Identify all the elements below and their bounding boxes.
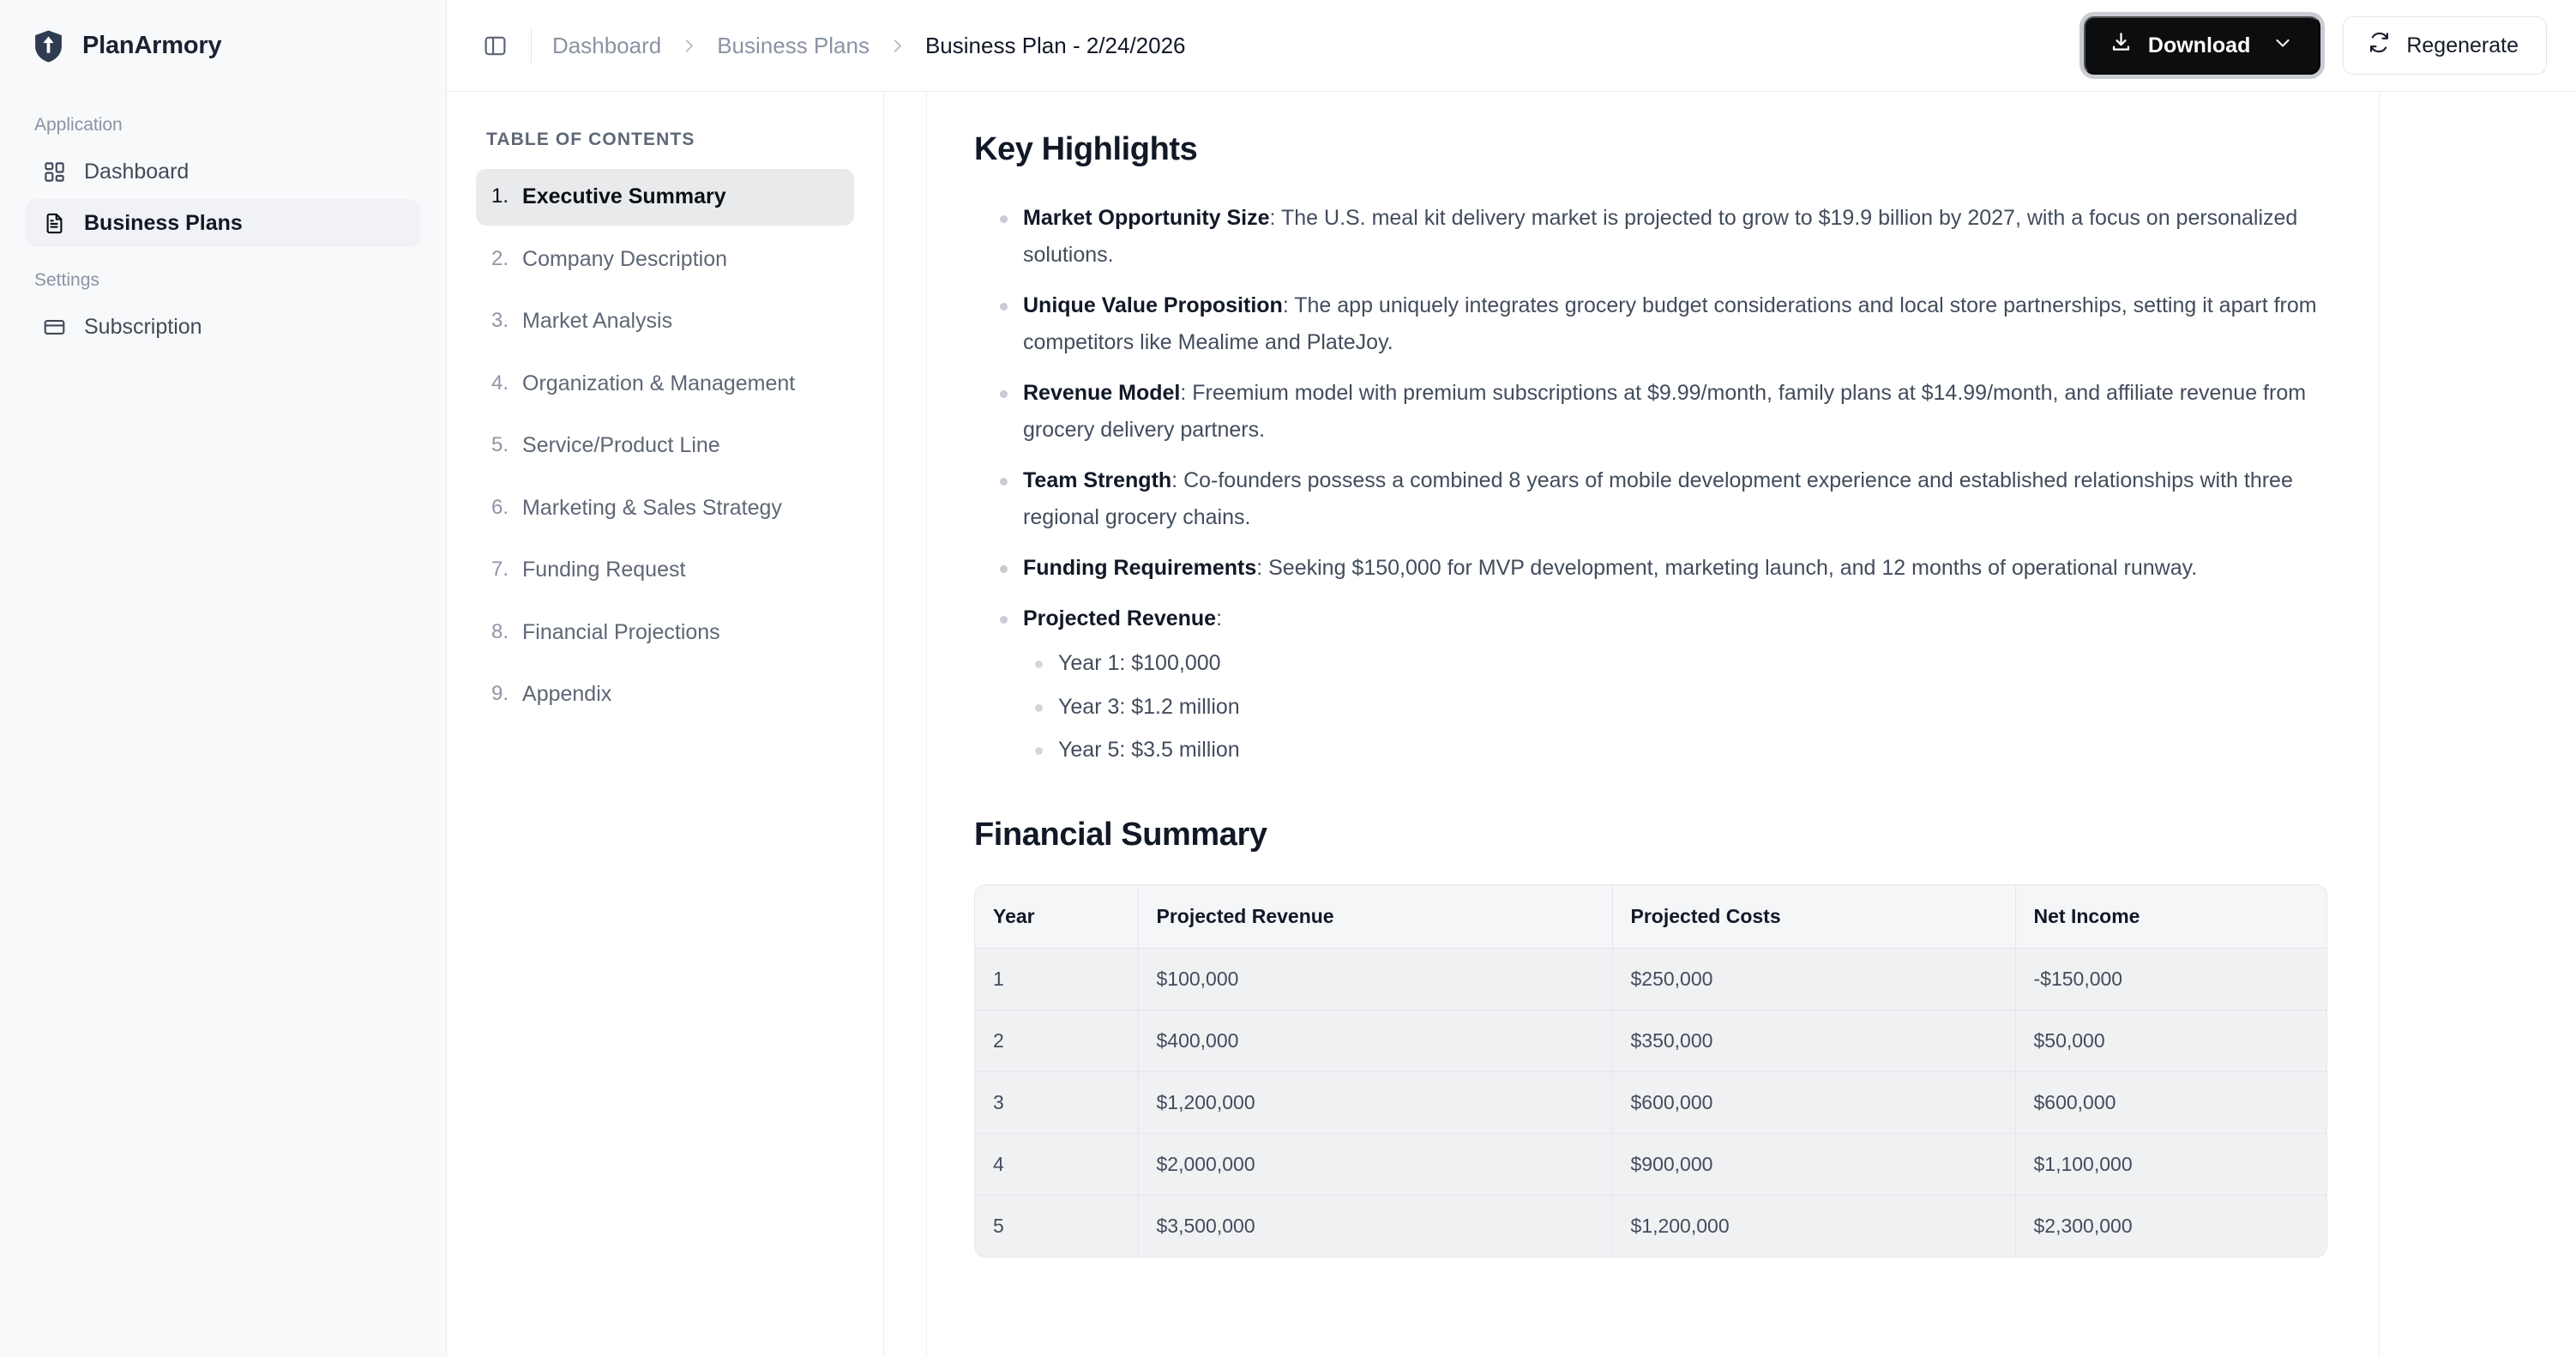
sidebar-item-label: Business Plans	[84, 210, 243, 235]
breadcrumb-item-dashboard[interactable]: Dashboard	[552, 32, 662, 58]
column-header-projected-revenue: Projected Revenue	[1138, 885, 1612, 949]
list-item: Year 3: $1.2 million	[1023, 691, 2327, 724]
toc-item-number: 3.	[491, 309, 509, 332]
cell-projected-revenue: $400,000	[1138, 1010, 1612, 1071]
list-item	[974, 287, 2327, 361]
toc-item-label: Service/Product Line	[522, 433, 720, 457]
financial-summary-heading: Financial Summary	[974, 816, 1267, 853]
download-button-label: Download	[2147, 33, 2251, 57]
highlight-term: Revenue Model	[1023, 381, 1181, 405]
cell-year: 2	[975, 1010, 1138, 1071]
toc-item-label: Company Description	[522, 246, 728, 271]
table-header-row	[975, 885, 2326, 949]
chevron-right-icon	[680, 37, 698, 55]
nav-group-label-application: Application	[34, 115, 123, 135]
highlight-text: : Freemium model with premium subscriptions at $9.99/month, family plans at $14.99/month, and affiliate revenue from grocery delivery partners.	[1023, 381, 2307, 442]
highlight-text: : The U.S. meal kit delivery market is projected to grow to $19.9 billion by 2027, with a focus on personalized solutions.	[1023, 206, 2298, 267]
toc-item-organization-management[interactable]	[476, 356, 854, 413]
toc-item-service-product-line[interactable]	[476, 418, 854, 474]
chevron-right-icon	[888, 37, 906, 55]
toc-item-financial-projections[interactable]	[476, 605, 854, 661]
table-of-contents	[447, 92, 884, 1357]
toc-item-number: 4.	[491, 371, 509, 395]
cell-projected-costs: $900,000	[1612, 1133, 2015, 1195]
regenerate-button-label: Regenerate	[2406, 33, 2519, 57]
highlight-text: : Seeking $150,000 for MVP development, marketing launch, and 12 months of operational runway.	[1256, 556, 2198, 580]
cell-projected-costs: $1,200,000	[1612, 1195, 2015, 1257]
column-header-projected-costs: Projected Costs	[1612, 885, 2015, 949]
list-item	[974, 462, 2327, 536]
column-header-net-income: Net Income	[2015, 885, 2326, 949]
toc-item-label: Appendix	[522, 682, 612, 706]
cell-year: 3	[975, 1071, 1138, 1133]
toc-item-number: 1.	[491, 184, 509, 208]
highlight-term: Funding Requirements	[1023, 556, 1257, 580]
highlight-text: :	[1216, 606, 1223, 630]
projected-revenue-sublist	[1023, 648, 2327, 767]
toc-item-number: 2.	[491, 246, 509, 270]
grid-icon	[41, 159, 67, 184]
shield-icon	[33, 29, 64, 63]
brand-name: PlanArmory	[82, 32, 222, 59]
cell-net-income: -$150,000	[2015, 948, 2326, 1010]
toc-item-label: Financial Projections	[522, 619, 720, 644]
breadcrumb-item-business-plans[interactable]: Business Plans	[717, 32, 870, 58]
breadcrumb	[552, 33, 1186, 59]
sidebar-item-business-plans[interactable]	[26, 199, 420, 247]
toc-item-number: 5.	[491, 433, 509, 456]
highlight-text: : The app uniquely integrates grocery budget considerations and local store partnerships, setting it apart from competitors like Mealime and PlateJoy.	[1023, 293, 2317, 354]
toc-item-company-description[interactable]	[476, 232, 854, 288]
cell-year: 1	[975, 948, 1138, 1010]
toc-item-number: 8.	[491, 619, 509, 643]
toc-item-label: Market Analysis	[522, 309, 673, 333]
sidebar-item-subscription[interactable]	[26, 303, 420, 351]
refresh-icon	[2368, 31, 2391, 60]
brand[interactable]	[26, 0, 420, 92]
nav-group-settings	[26, 270, 420, 351]
toc-item-marketing-sales-strategy[interactable]	[476, 480, 854, 537]
sidebar-toggle-icon[interactable]	[478, 28, 512, 63]
chevron-down-icon[interactable]	[2272, 33, 2293, 59]
table-row	[975, 1133, 2326, 1195]
list-item: Year 5: $3.5 million	[1023, 734, 2327, 767]
sidebar-item-label: Dashboard	[84, 159, 190, 184]
toc-item-number: 9.	[491, 682, 509, 705]
topbar	[447, 0, 2576, 92]
toc-item-label: Executive Summary	[522, 184, 726, 208]
sidebar-item-dashboard[interactable]	[26, 148, 420, 196]
highlight-term: Team Strength	[1023, 468, 1172, 492]
highlight-term: Market Opportunity Size	[1023, 206, 1270, 230]
credit-card-icon	[41, 314, 67, 340]
cell-net-income: $50,000	[2015, 1010, 2326, 1071]
financial-summary-table-wrap	[974, 884, 2327, 1258]
toc-item-funding-request[interactable]	[476, 542, 854, 599]
table-row	[975, 948, 2326, 1010]
toc-item-appendix[interactable]	[476, 666, 854, 723]
cell-projected-costs: $350,000	[1612, 1010, 2015, 1071]
nav-group-application	[26, 115, 420, 247]
list-item	[974, 550, 2327, 587]
topbar-actions	[2084, 16, 2552, 75]
cell-year: 4	[975, 1133, 1138, 1195]
cell-net-income: $600,000	[2015, 1071, 2326, 1133]
highlight-term: Projected Revenue	[1023, 606, 1217, 630]
toc-item-executive-summary[interactable]	[476, 169, 854, 226]
toc-item-label: Marketing & Sales Strategy	[522, 495, 782, 520]
toc-item-number: 7.	[491, 558, 509, 581]
sidebar	[0, 0, 447, 1357]
main-area	[447, 0, 2576, 1357]
toc-item-market-analysis[interactable]	[476, 293, 854, 350]
table-row	[975, 1195, 2326, 1257]
sidebar-item-label: Subscription	[84, 314, 202, 339]
toc-item-label: Organization & Management	[522, 371, 796, 395]
breadcrumb-item-current: Business Plan - 2/24/2026	[924, 32, 1186, 58]
cell-projected-costs: $250,000	[1612, 948, 2015, 1010]
key-highlights-list	[974, 200, 2327, 767]
toc-title: TABLE OF CONTENTS	[486, 130, 695, 149]
toc-item-label: Funding Request	[522, 558, 686, 582]
table-row	[975, 1010, 2326, 1071]
document-card	[926, 92, 2380, 1357]
list-item: Year 1: $100,000	[1023, 648, 2327, 680]
nav-group-label-settings: Settings	[34, 270, 99, 290]
cell-projected-revenue: $100,000	[1138, 948, 1612, 1010]
financial-summary-table	[975, 885, 2326, 1257]
download-icon	[2110, 31, 2133, 60]
cell-projected-revenue: $2,000,000	[1138, 1133, 1612, 1195]
cell-projected-revenue: $3,500,000	[1138, 1195, 1612, 1257]
content-row	[447, 92, 2576, 1357]
column-header-year: Year	[975, 885, 1138, 949]
cell-projected-costs: $600,000	[1612, 1071, 2015, 1133]
list-item	[974, 200, 2327, 274]
list-item	[974, 600, 2327, 767]
topbar-divider	[531, 27, 532, 63]
table-row	[975, 1071, 2326, 1133]
cell-year: 5	[975, 1195, 1138, 1257]
download-button[interactable]	[2084, 16, 2320, 75]
list-item	[974, 375, 2327, 449]
highlight-term: Unique Value Proposition	[1023, 293, 1283, 317]
regenerate-button[interactable]	[2343, 16, 2547, 75]
toc-item-number: 6.	[491, 495, 509, 519]
document-icon	[41, 210, 67, 236]
cell-net-income: $2,300,000	[2015, 1195, 2326, 1257]
key-highlights-heading: Key Highlights	[974, 131, 1198, 167]
document-scroll-area[interactable]	[884, 92, 2576, 1357]
cell-net-income: $1,100,000	[2015, 1133, 2326, 1195]
cell-projected-revenue: $1,200,000	[1138, 1071, 1612, 1133]
highlight-text: : Co-founders possess a combined 8 years of mobile development experience and established relationships with three regional grocery chains.	[1023, 468, 2293, 529]
